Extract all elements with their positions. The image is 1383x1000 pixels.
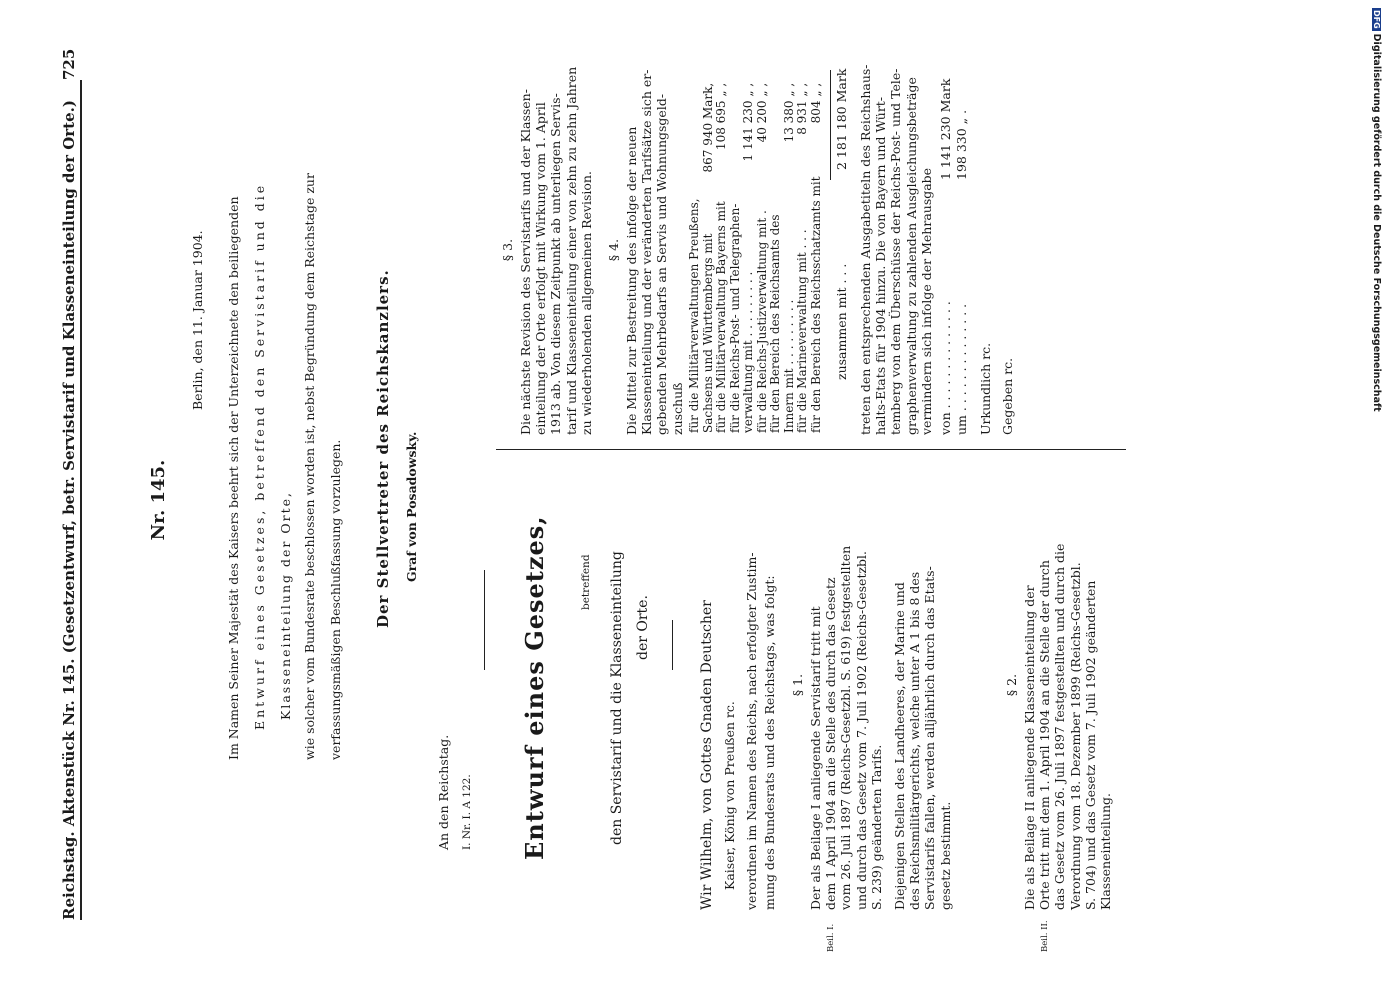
closing-gegeben: Gegeben rc.: [1000, 357, 1015, 435]
law-title: Entwurf eines Gesetzes,: [520, 515, 549, 860]
funding-row: [688, 81, 702, 435]
funding-value: 40 200 „ ,: [754, 82, 769, 143]
address-line2: I. Nr. I. A 122.: [461, 774, 473, 850]
after-line: halts-Etats für 1904 hinzu. Die von Bayern und Würt-: [873, 96, 889, 435]
after-line: temberg von dem Überschüsse der Reichs-Post- und Tele-: [888, 68, 904, 435]
funding-label: für die Reichs-Post- und Telegraphen-: [727, 203, 742, 433]
closing-urkundlich: Urkundlich rc.: [978, 342, 993, 435]
law-subject-line2: der Orte.: [635, 595, 651, 660]
s3-line: einteilung der Orte erfolgt mit Wirkung vom 1. April: [533, 102, 549, 435]
funding-row: [810, 81, 824, 435]
funding-label: für die Militärverwaltungen Preußens,: [687, 198, 701, 433]
funding-label: für die Marineverwaltung mit . . .: [795, 229, 809, 433]
law-title-rule: [672, 620, 673, 670]
funding-label: für den Bereich des Reichsschatzamts mit: [808, 176, 823, 433]
dfg-credit-text: [1371, 8, 1382, 992]
section-3-heading: § 3.: [500, 238, 515, 262]
s1b-line: des Reichsmilitärgerichts, welche unter A 1 bis 8 des: [907, 571, 923, 910]
funding-row: [783, 81, 797, 435]
funding-value: [769, 81, 783, 175]
signer-title: Der Stellvertreter des Reichskanzlers.: [374, 269, 392, 628]
funding-label: für den Bereich des Reichsamts des: [768, 214, 782, 433]
s4-line: gebenden Mehrbedarfs an Servis und Wohnungsgeld-: [654, 93, 670, 435]
dfg-credit-label: Digitalisierung gefördert durch die Deutsche Forschungsgemeinschaft: [1371, 33, 1382, 412]
section-2-text: [1022, 544, 1113, 910]
signer-name: Graf von Posadowsky.: [404, 431, 419, 582]
funding-value: 108 695 „ ,: [714, 82, 728, 151]
s2-line: Klasseneinteilung.: [1098, 792, 1114, 910]
page-number: 725: [60, 48, 78, 80]
s1-line: S. 239) geänderten Tarifs.: [868, 744, 884, 910]
short-rule: [484, 570, 485, 670]
running-header: Reichstag. Aktenstück Nr. 145. (Gesetzentwurf, betr. Servistarif und Klasseneinteilung der Orte.): [60, 100, 78, 920]
funding-table: [688, 81, 823, 435]
total-label: zusammen mit . . .: [834, 263, 849, 380]
section-1-paragraph-2: [892, 566, 953, 910]
document-number: Nr. 145.: [148, 459, 169, 541]
funding-table-grid: [688, 81, 823, 435]
dfg-credit: [1368, 8, 1382, 992]
s1b-line: Diejenigen Stellen des Landheeres, der Marine und: [892, 582, 907, 910]
um-label: um . . . . . . . . . . . . . .: [954, 303, 969, 435]
s1b-line: gesetz bestimmt.: [937, 801, 953, 910]
s3-line: Die nächste Revision des Servistarifs und der Klassen-: [518, 89, 533, 435]
entwurf-title-line2: Klasseneinteilung der Orte,: [278, 491, 293, 720]
entwurf-title-line1: Entwurf eines Gesetzes, betreffend den Servistarif und die: [252, 182, 267, 730]
s1-line: dem 1 April 1904 an die Stelle des durch das Gesetz: [823, 577, 839, 910]
funding-row: [702, 81, 716, 435]
um-value: 198 330 „ .: [954, 109, 969, 180]
funding-row: [729, 81, 743, 435]
after-text: [858, 64, 934, 435]
s1-line: Der als Beilage I anliegende Servistarif tritt mit: [808, 606, 823, 910]
von-value: 1 141 230 Mark: [938, 78, 953, 180]
funding-value: 8 931 „ ,: [795, 82, 809, 135]
s4-line: Die Mittel zur Bestreitung des infolge der neuen: [624, 126, 639, 435]
address-line1: An den Reichstag.: [436, 734, 451, 850]
total-value: 2 181 180 Mark: [834, 68, 849, 170]
funding-value: [688, 81, 702, 175]
preamble-line3: verordnen im Namen des Reichs, nach erfolgter Zustim-: [744, 552, 759, 910]
section-1-heading: § 1.: [790, 673, 805, 697]
header-rule: [80, 80, 82, 920]
section-1-text: [808, 546, 884, 910]
s1-line: vom 26. Juli 1897 (Reichs-Gesetzbl. S. 619) festgestellten: [838, 545, 854, 910]
law-subject-line1: den Servistarif und die Klasseneinteilung: [609, 551, 625, 845]
preamble-line4: mung des Bundesrats und des Reichstags, was folgt:: [762, 575, 777, 910]
funding-row: [756, 81, 770, 435]
section-4-heading: § 4.: [606, 238, 621, 262]
funding-value: [729, 81, 743, 175]
s2-line: S. 704) und das Gesetz vom 7. Juli 1902 geänderten: [1082, 580, 1098, 910]
s4-line: Klasseneinteilung und der veränderten Tarifsätze sich er-: [639, 69, 655, 435]
s4-line: zuschuß: [669, 382, 685, 435]
preamble-line2: Kaiser, König von Preußen rc.: [722, 701, 737, 890]
sum-rule: [830, 70, 831, 180]
funding-value: 1 141 230 „ ,: [741, 82, 755, 162]
law-betreffend: betreffend: [580, 554, 592, 610]
s2-line: das Gesetz vom 26. Juli 1897 festgestellten und durch die: [1052, 543, 1068, 910]
place-date: Berlin, den 11. Januar 1904.: [190, 230, 205, 410]
after-line: graphenverwaltung zu zahlenden Ausgleichungsbeträge: [903, 77, 919, 435]
funding-row: [769, 81, 783, 435]
section-4-text: [624, 70, 685, 436]
preamble-line1: Wir Wilhelm, von Gottes Gnaden Deutscher: [699, 600, 715, 910]
s2-line: Die als Beilage II anliegende Klasseneinteilung der: [1022, 585, 1037, 910]
body-line2: verfassungsmäßigen Beschlußfassung vorzulegen.: [328, 439, 343, 760]
column-divider: [496, 449, 1126, 450]
s2-line: Orte tritt mit dem 1. April 1904 an die Stelle der durch: [1037, 560, 1053, 910]
s3-line: zu wiederholenden allgemeinen Revision.: [578, 171, 594, 435]
funding-value: 804 „ ,: [808, 82, 823, 124]
dfg-logo: DFG: [1372, 10, 1381, 29]
funding-row: [715, 81, 729, 435]
funding-label: für die Militärverwaltung Bayerns mit: [714, 201, 728, 433]
margin-note-beil-2: Beil. II.: [1040, 920, 1050, 952]
funding-value: 867 940 Mark,: [700, 82, 715, 173]
section-3-text: [518, 67, 594, 435]
section-2-heading: § 2.: [1004, 673, 1019, 697]
funding-row: [796, 81, 810, 435]
margin-note-beil-1: Beil. I.: [826, 923, 836, 952]
funding-value: 13 380 „ ,: [781, 82, 796, 143]
s1b-line: Servistarifs fallen, werden alljährlich durch das Etats-: [922, 566, 938, 910]
funding-label: Sachsens und Württembergs mit: [700, 233, 715, 433]
funding-row: [742, 81, 756, 435]
after-line: treten den entsprechenden Ausgabetiteln des Reichshaus-: [858, 64, 873, 435]
funding-label: Innern mit . . . . . . . . .: [781, 299, 796, 433]
s2-line: Verordnung vom 18. Dezember 1899 (Reichs-Gesetzbl.: [1067, 562, 1083, 910]
body-line1: wie solcher vom Bundesrate beschlossen worden ist, nebst Begründung dem Reichstage zur: [302, 173, 317, 760]
intro-text: Im Namen Seiner Majestät des Kaisers beehrt sich der Unterzeichnete den beiliegenden: [226, 196, 241, 760]
funding-label: für die Reichs-Justizverwaltung mit .: [754, 210, 769, 433]
s1-line: und durch das Gesetz vom 7. Juli 1902 (Reichs-Gesetzbl.: [853, 550, 869, 910]
after-line: vermindern sich infolge der Mehrausgabe: [918, 167, 934, 435]
von-label: von . . . . . . . . . . . . . .: [938, 301, 953, 435]
funding-label: verwaltung mit . . . . . . . . .: [741, 271, 755, 433]
s3-line: 1913 ab. Von diesem Zeitpunkt ab unterliegen Servis-: [548, 93, 564, 435]
s3-line: tarif und Klasseneinteilung einer von zehn zu zehn Jahren: [563, 66, 579, 435]
